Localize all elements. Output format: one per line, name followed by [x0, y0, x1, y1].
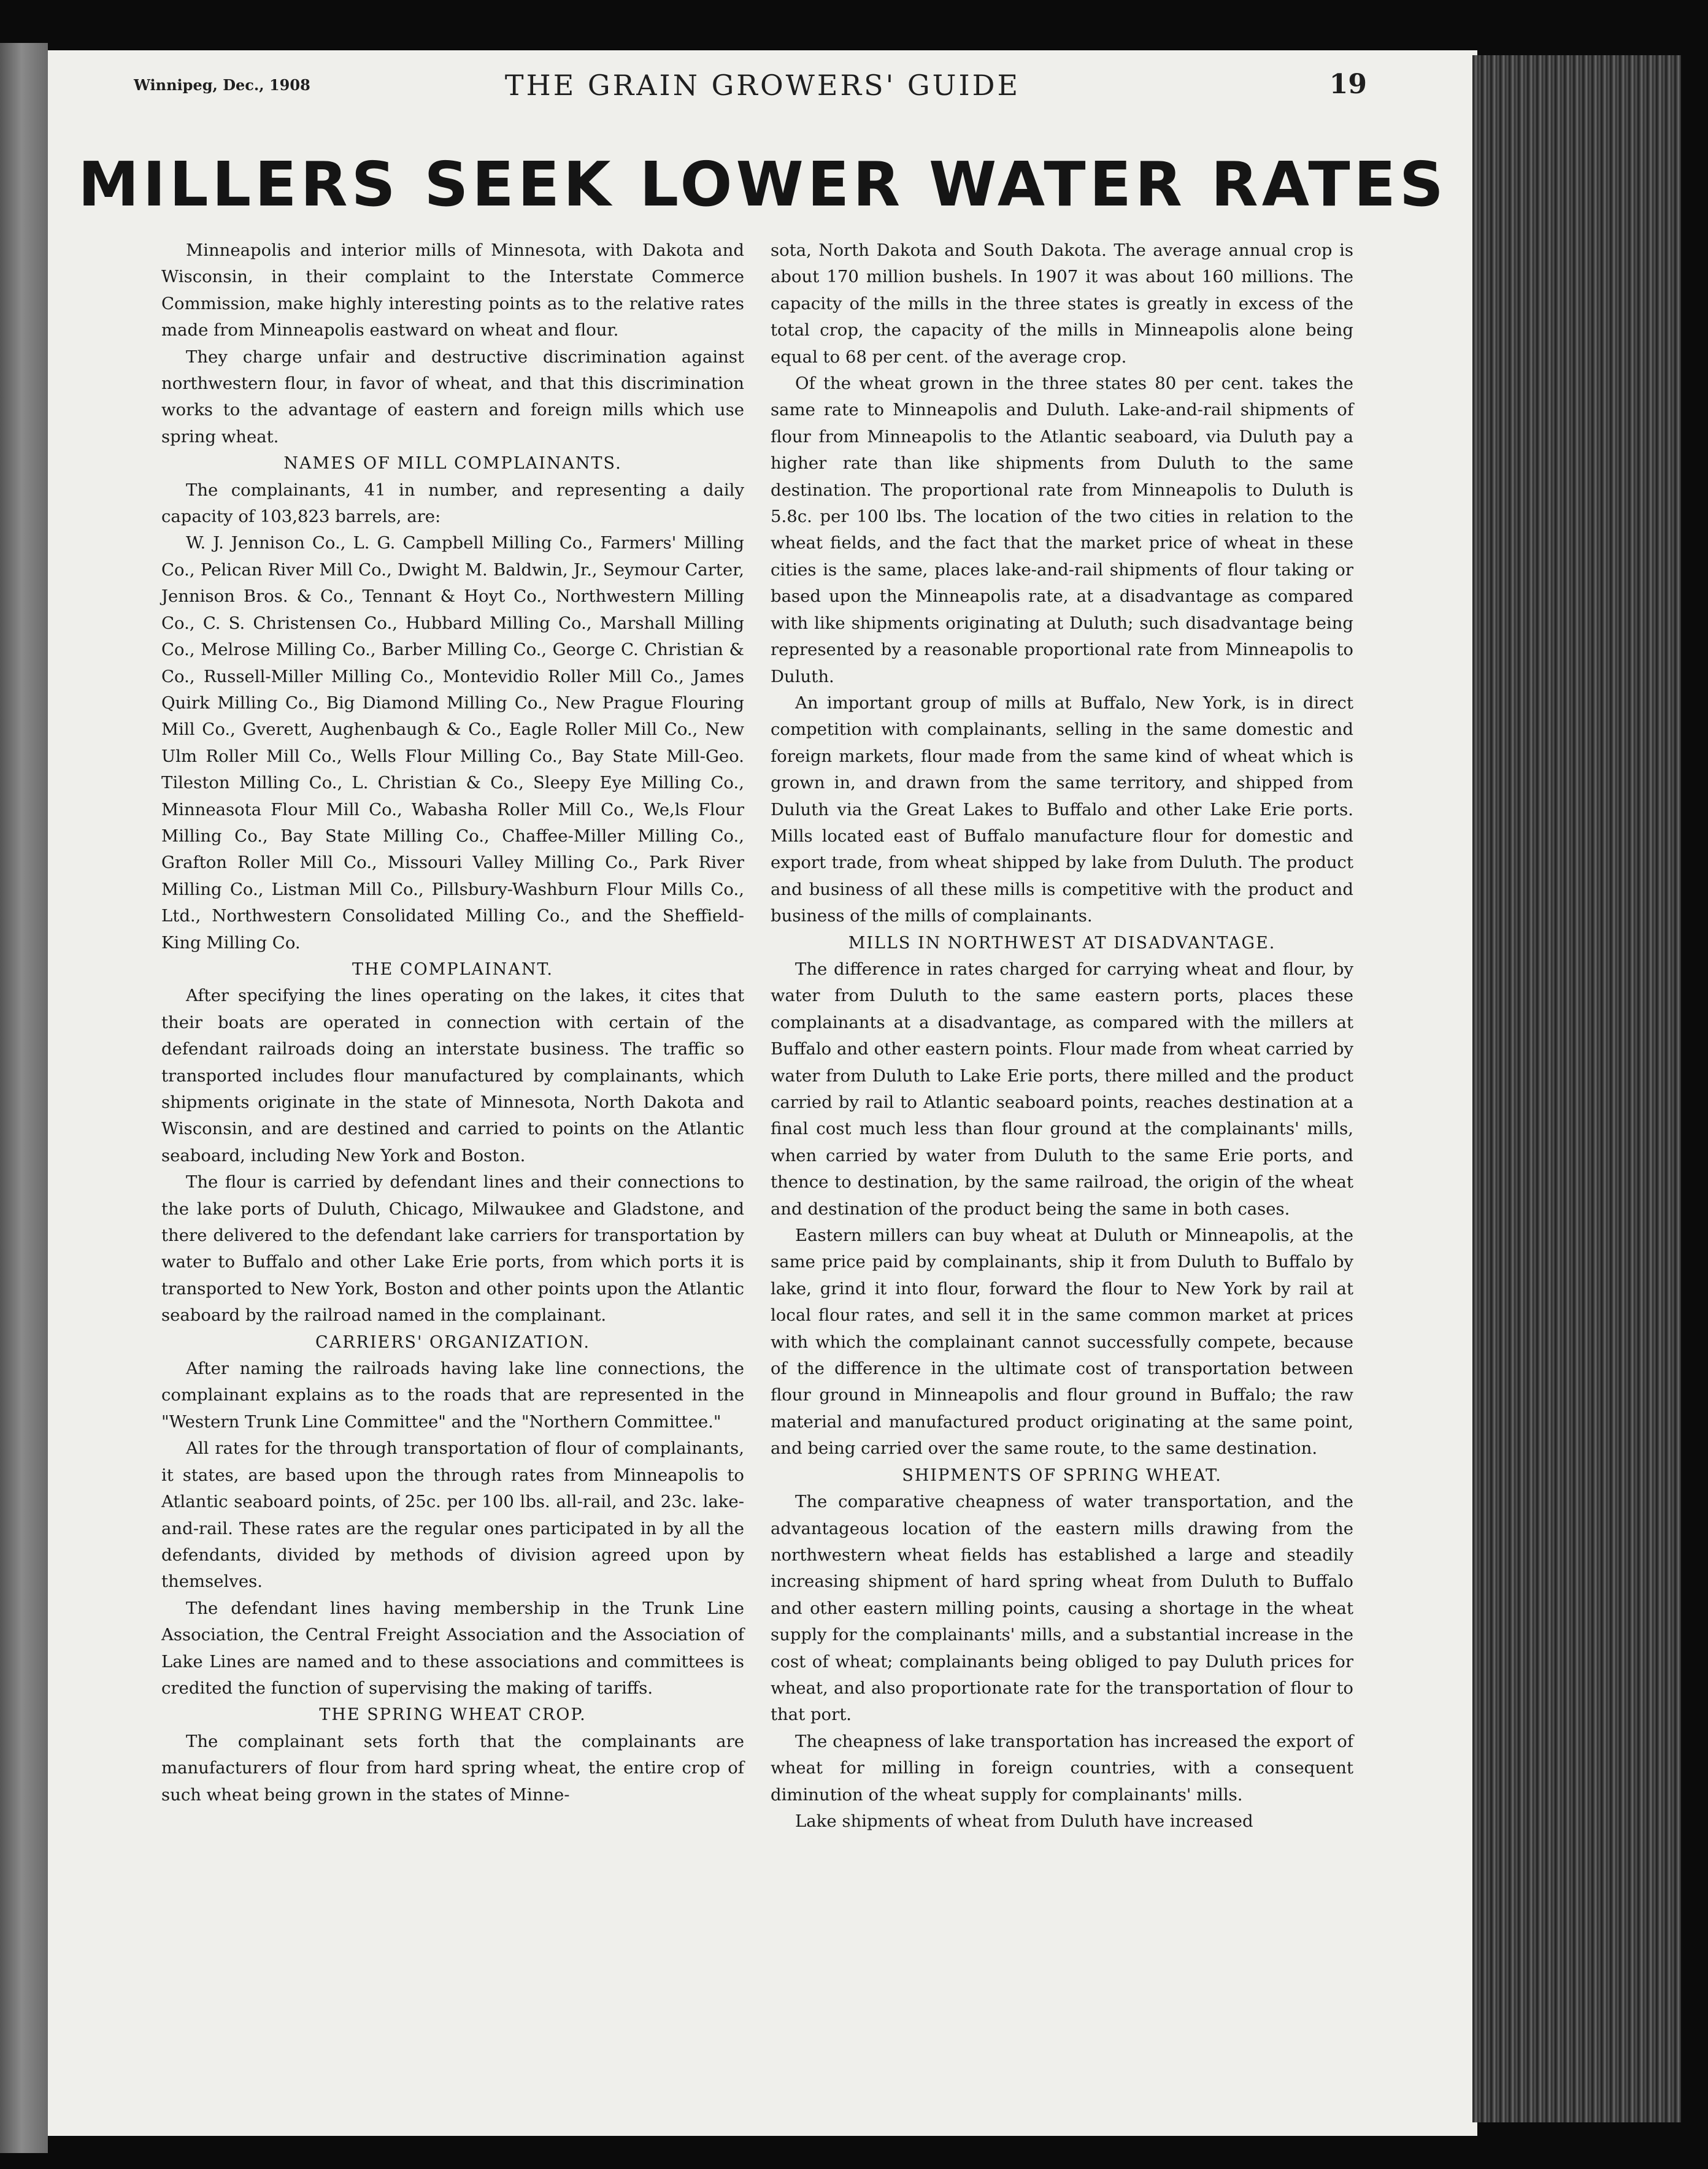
- section-heading: MILLS IN NORTHWEST AT DISADVANTAGE.: [848, 933, 1276, 953]
- paragraph: Lake shipments of wheat from Duluth have increased: [795, 1811, 1253, 1831]
- section-heading: SHIPMENTS OF SPRING WHEAT.: [902, 1465, 1222, 1485]
- paragraph: The cheapness of lake transportation has increased the export of wheat for milling in foreign countries, with a consequent diminution of the wheat supply for complainants' mills.: [771, 1731, 1353, 1805]
- left-column: [161, 237, 744, 1808]
- section-heading: NAMES OF MILL COMPLAINANTS.: [283, 454, 622, 474]
- paragraph: The flour is carried by defendant lines and their connections to the lake ports of Duluth, Chicago, Milwaukee and Gladstone, and there delivered to the defendant lake carriers for transportation by water to Buffalo and other Lake Erie ports, from which ports it is transported to New York, Boston and other points upon the Atlantic seaboard by the railroad named in the complainant.: [161, 1172, 744, 1326]
- section-heading: CARRIERS' ORGANIZATION.: [315, 1332, 590, 1352]
- paragraph: The comparative cheapness of water transportation, and the advantageous location of the eastern mills drawing from the northwestern wheat fields has established a large and steadily increasing shipment of hard spring wheat from Duluth to Buffalo and other eastern milling points, causing a shortage in the wheat supply for the complainants' mills, and a substantial increase in the cost of wheat; complainants being obliged to pay Duluth prices for wheat, and also proportionate rate for the transportation of flour to that port.: [771, 1492, 1353, 1725]
- paragraph: Of the wheat grown in the three states 80 per cent. takes the same rate to Minneapolis and Duluth. Lake-and-rail shipments of flour from Minneapolis to the Atlantic seaboard, via Duluth pay a higher rate than like shipments from Duluth to the same destination. The proportional rate from Minneapolis to Duluth is 5.8c. per 100 lbs. The location of the two cities in relation to the wheat fields, and the fact that the market price of wheat in these cities is the same, places lake-and-rail shipments of flour taking or based upon the Minneapolis rate, at a disadvantage as compared with like shipments originating at Duluth; such disadvantage being represented by a reasonable proportional rate from Minneapolis to Duluth.: [771, 374, 1353, 686]
- paragraph: They charge unfair and destructive discrimination against northwestern flour, in favor of wheat, and that this discrimination works to the advantage of eastern and foreign mills which use spring wheat.: [161, 347, 744, 447]
- page-number: 19: [1329, 69, 1367, 100]
- section-heading: THE COMPLAINANT.: [352, 959, 553, 979]
- paragraph: W. J. Jennison Co., L. G. Campbell Milling Co., Farmers' Milling Co., Pelican River Mill Co., Dwight M. Baldwin, Jr., Seymour Carter, Jennison Bros. & Co., Tennant & Hoyt Co., Northwestern Milling Co., C. S. Christensen Co., Hubbard Milling Co., Marshall Milling Co., Melrose Milling Co., Barber Milling Co., George C. Christian & Co., Russell-Miller Milling Co., Montevidio Roller Mill Co., James Quirk Milling Co., Big Diamond Milling Co., New Prague Flouring Mill Co., Gverett, Aughenbaugh & Co., Eagle Roller Mill Co., New Ulm Roller Mill Co., Wells Flour Milling Co., Bay State Mill-Geo. Tileston Milling Co., L. Christian & Co., Sleepy Eye Milling Co., Minneasota Flour Mill Co., Wabasha Roller Mill Co., We,ls Flour Milling Co., Bay State Milling Co., Chaffee-Miller Milling Co., Grafton Roller Mill Co., Missouri Valley Milling Co., Park River Milling Co., Listman Mill Co., Pillsbury-Washburn Flour Mills Co., Ltd., Northwestern Consolidated Milling Co., and the Sheffield-King Milling Co.: [161, 533, 744, 953]
- paragraph: The defendant lines having membership in the Trunk Line Association, the Central Freight Association and the Association of Lake Lines are named and to these associations and committees is credited the function of supervising the making of tariffs.: [161, 1598, 744, 1698]
- right-column: [771, 237, 1353, 1835]
- paragraph: An important group of mills at Buffalo, New York, is in direct competition with complainants, selling in the same domestic and foreign markets, flour made from the same kind of wheat which is grown in, and drawn from the same territory, and shipped from Duluth via the Great Lakes to Buffalo and other Lake Erie ports. Mills located east of Buffalo manufacture flour for domestic and export trade, from wheat shipped by lake from Duluth. The product and business of all these mills is competitive with the product and business of the mills of complainants.: [771, 693, 1353, 926]
- bound-volume-page-edges: [1472, 55, 1681, 2122]
- section-heading: THE SPRING WHEAT CROP.: [319, 1705, 587, 1725]
- paragraph: After naming the railroads having lake line connections, the complainant explains as to the roads that are represented in the "Western Trunk Line Committee" and the "Northern Committee.": [161, 1359, 744, 1432]
- paragraph: After specifying the lines operating on the lakes, it cites that their boats are operated in connection with certain of the defendant railroads doing an interstate business. The traffic so transported includes flour manufactured by complainants, which shipments originate in the state of Minnesota, North Dakota and Wisconsin, and are destined and carried to points on the Atlantic seaboard, including New York and Boston.: [161, 986, 744, 1165]
- paragraph: The complainants, 41 in number, and representing a daily capacity of 103,823 barrels, are:: [161, 480, 744, 527]
- newspaper-page: [48, 50, 1477, 2136]
- paragraph: The complainant sets forth that the complainants are manufacturers of flour from hard spring wheat, the entire crop of such wheat being grown in the states of Minne-: [161, 1731, 744, 1805]
- paragraph: The difference in rates charged for carrying wheat and flour, by water from Duluth to the same eastern ports, places these complainants at a disadvantage, as compared with the millers at Buffalo and other eastern points. Flour made from wheat carried by water from Duluth to Lake Erie ports, there milled and the product carried by rail to Atlantic seaboard points, reaches destination at a final cost much less than flour ground at the complainants' mills, when carried by water from Duluth to the same Erie ports, and thence to destination, by the same railroad, the origin of the wheat and destination of the product being the same in both cases.: [771, 959, 1353, 1219]
- header-publication-title: THE GRAIN GROWERS' GUIDE: [504, 69, 1021, 102]
- article-headline: MILLERS SEEK LOWER WATER RATES: [78, 148, 1447, 220]
- adjacent-page-edge: [0, 43, 48, 2153]
- header-dateline: Winnipeg, Dec., 1908: [134, 76, 310, 94]
- running-header: [48, 50, 1477, 106]
- paragraph: All rates for the through transportation of flour of complainants, it states, are based upon the through rates from Minneapolis to Atlantic seaboard points, of 25c. per 100 lbs. all-rail, and 23c. lake-and-rail. These rates are the regular ones participated in by all the defendants, divided by methods of division agreed upon by themselves.: [161, 1438, 744, 1592]
- paragraph: Minneapolis and interior mills of Minnesota, with Dakota and Wisconsin, in their complaint to the Interstate Commerce Commission, make highly interesting points as to the relative rates made from Minneapolis eastward on wheat and flour.: [161, 240, 744, 340]
- paragraph: sota, North Dakota and South Dakota. The average annual crop is about 170 million bushels. In 1907 it was about 160 millions. The capacity of the mills in the three states is greatly in excess of the total crop, the capacity of the mills in Minneapolis alone being equal to 68 per cent. of the average crop.: [771, 240, 1353, 367]
- paragraph: Eastern millers can buy wheat at Duluth or Minneapolis, at the same price paid by complainants, ship it from Duluth to Buffalo by lake, grind it into flour, forward the flour to New York by rail at local flour rates, and sell it in the same common market at prices with which the complainant cannot successfully compete, because of the difference in the ultimate cost of transportation between flour ground in Minneapolis and flour ground in Buffalo; the raw material and manufactured product originating at the same point, and being carried over the same route, to the same destination.: [771, 1226, 1353, 1459]
